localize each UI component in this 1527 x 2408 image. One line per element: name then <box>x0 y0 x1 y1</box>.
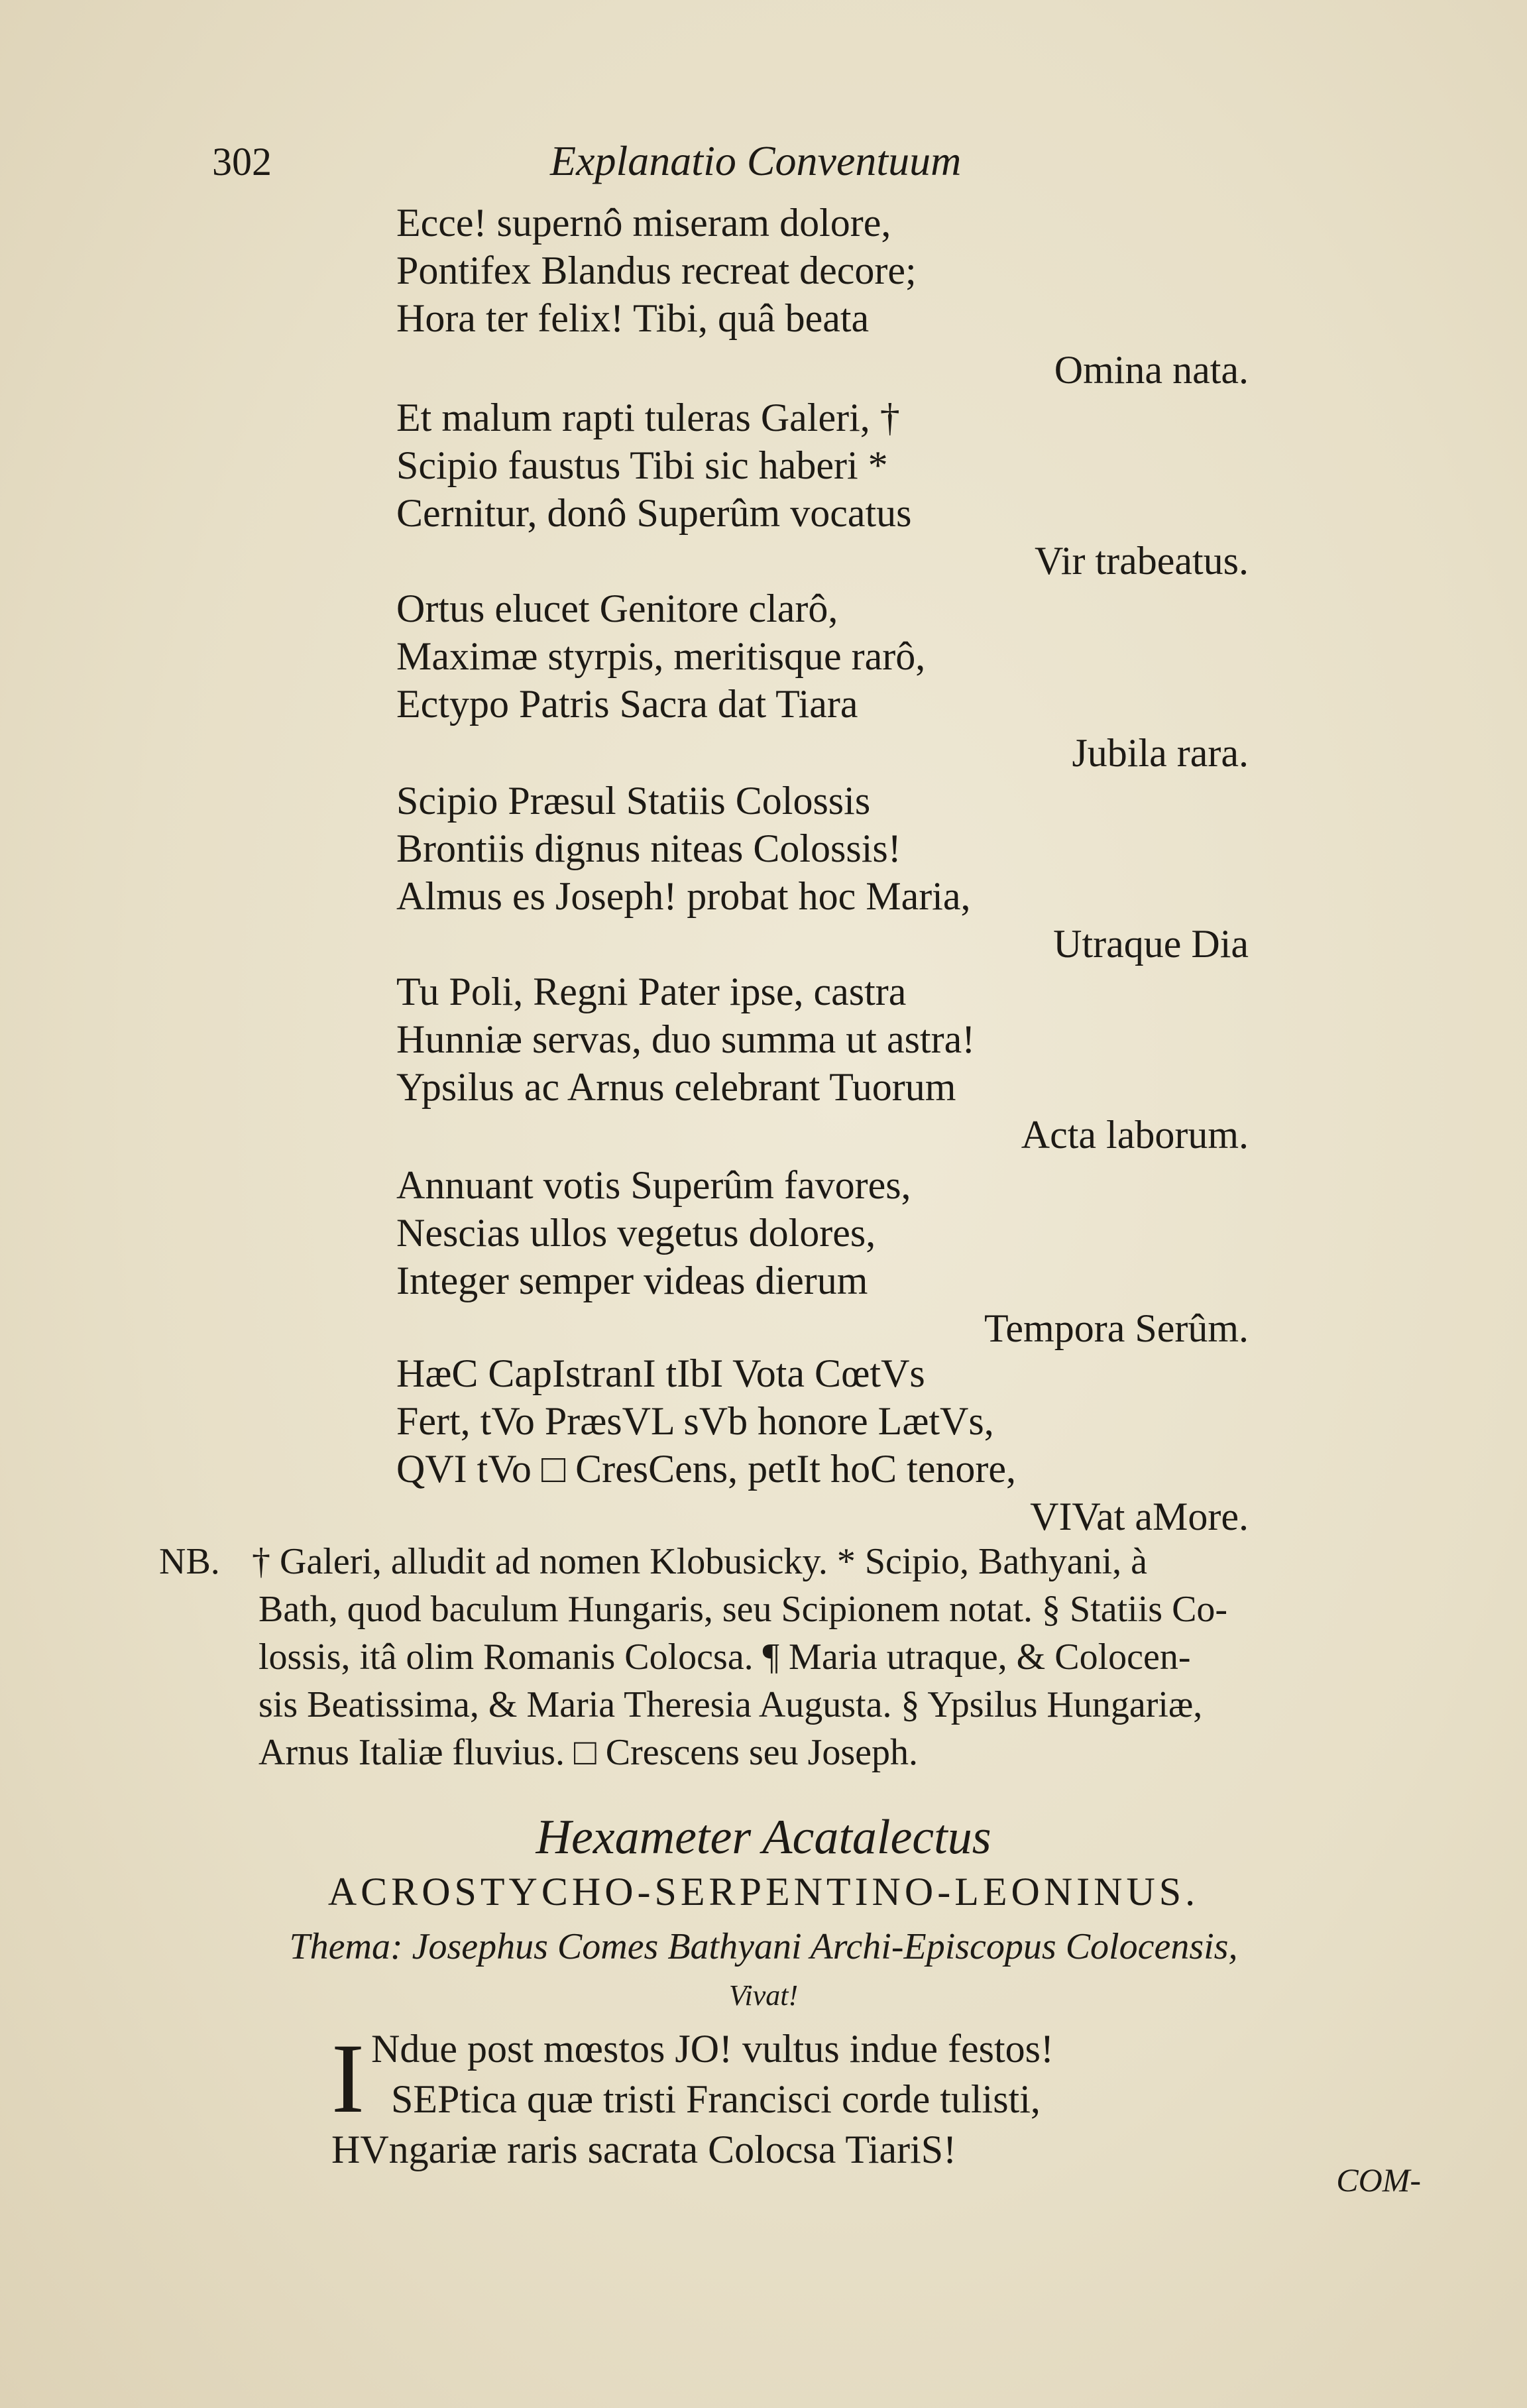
chronogram-line: Fert, tVo PræsVL sVb honore LætVs, <box>396 1399 994 1443</box>
poem-line: Scipio faustus Tibi sic haberi * <box>396 443 888 487</box>
footnote-line: Arnus Italiæ fluvius. □ Crescens seu Joseph. <box>258 1732 919 1773</box>
chronogram-line: HæC CapIstranI tIbI Vota CœtVs <box>396 1351 925 1395</box>
poem-line: Scipio Præsul Statiis Colossis <box>396 779 871 823</box>
poem-line: Et malum rapti tuleras Galeri, † <box>396 396 900 439</box>
chronogram-line: QVI tVo □ CresCens, petIt hoC tenore, <box>396 1447 1017 1491</box>
poem-line: Hunniæ servas, duo summa ut astra! <box>396 1017 976 1061</box>
poem-line: Annuant votis Superûm favores, <box>396 1163 911 1207</box>
footnote-line: † Galeri, alludit ad nomen Klobusicky. * Scipio, Bathyani, à <box>252 1541 1147 1582</box>
poem-line: Hora ter felix! Tibi, quâ beata <box>396 296 870 340</box>
chronogram-line: VIVat aMore. <box>1030 1495 1249 1538</box>
poem-line: Tu Poli, Regni Pater ipse, castra <box>396 970 907 1013</box>
poem-line: Cernitur, donô Superûm vocatus <box>396 491 912 535</box>
poem-line: Jubila rara. <box>1072 731 1249 775</box>
poem-line: Ortus elucet Genitore clarô, <box>396 587 838 630</box>
hexameter-line: SEPtica quæ tristi Francisci corde tulisti, <box>391 2077 1041 2121</box>
section-theme-end: Vivat! <box>728 1979 799 2012</box>
footnote-line: sis Beatissima, & Maria Theresia Augusta. § Ypsilus Hungariæ, <box>258 1684 1203 1725</box>
page-header <box>212 133 1272 192</box>
footnote-line: Bath, quod baculum Hungaris, seu Scipionem notat. § Statiis Co- <box>258 1589 1228 1630</box>
hexameter-line: Ndue post mœstos JO! vultus indue festos! <box>371 2027 1054 2071</box>
catchword: COM- <box>1336 2161 1421 2199</box>
page-number: 302 <box>212 140 272 184</box>
poem-line: Vir trabeatus. <box>1035 539 1249 583</box>
poem-line: Integer semper videas dierum <box>396 1259 868 1302</box>
poem-line: Acta laborum. <box>1021 1113 1249 1157</box>
poem-line: Maximæ styrpis, meritisque rarô, <box>396 634 926 678</box>
poem-line: Utraque Dia <box>1053 922 1249 966</box>
footnote-label: NB. <box>159 1541 220 1582</box>
poem-line: Ecce! supernô miseram dolore, <box>396 201 891 245</box>
footnote-line: lossis, itâ olim Romanis Colocsa. ¶ Maria utraque, & Colocen- <box>258 1636 1191 1678</box>
drop-cap: I <box>331 2024 365 2134</box>
poem-line: Pontifex Blandus recreat decore; <box>396 249 917 292</box>
poem-line: Brontiis dignus niteas Colossis! <box>396 827 901 870</box>
section-title: Hexameter Acatalectus <box>536 1810 991 1864</box>
poem-line: Almus es Joseph! probat hoc Maria, <box>396 874 971 918</box>
running-title: Explanatio Conventuum <box>550 137 962 184</box>
poem-line: Nescias ullos vegetus dolores, <box>396 1211 876 1255</box>
section-theme: Thema: Josephus Comes Bathyani Archi-Episcopus Colocensis, <box>289 1926 1238 1967</box>
poem-line: Ectypo Patris Sacra dat Tiara <box>396 682 858 726</box>
poem-line: Ypsilus ac Arnus celebrant Tuorum <box>396 1065 956 1109</box>
hexameter-line: HVngariæ raris sacrata Colocsa TiariS! <box>331 2128 957 2171</box>
poem-line: Omina nata. <box>1054 348 1249 392</box>
section-subtitle: ACROSTYCHO-SERPENTINO-LEONINUS. <box>327 1870 1200 1914</box>
poem-line: Tempora Serûm. <box>984 1306 1249 1350</box>
